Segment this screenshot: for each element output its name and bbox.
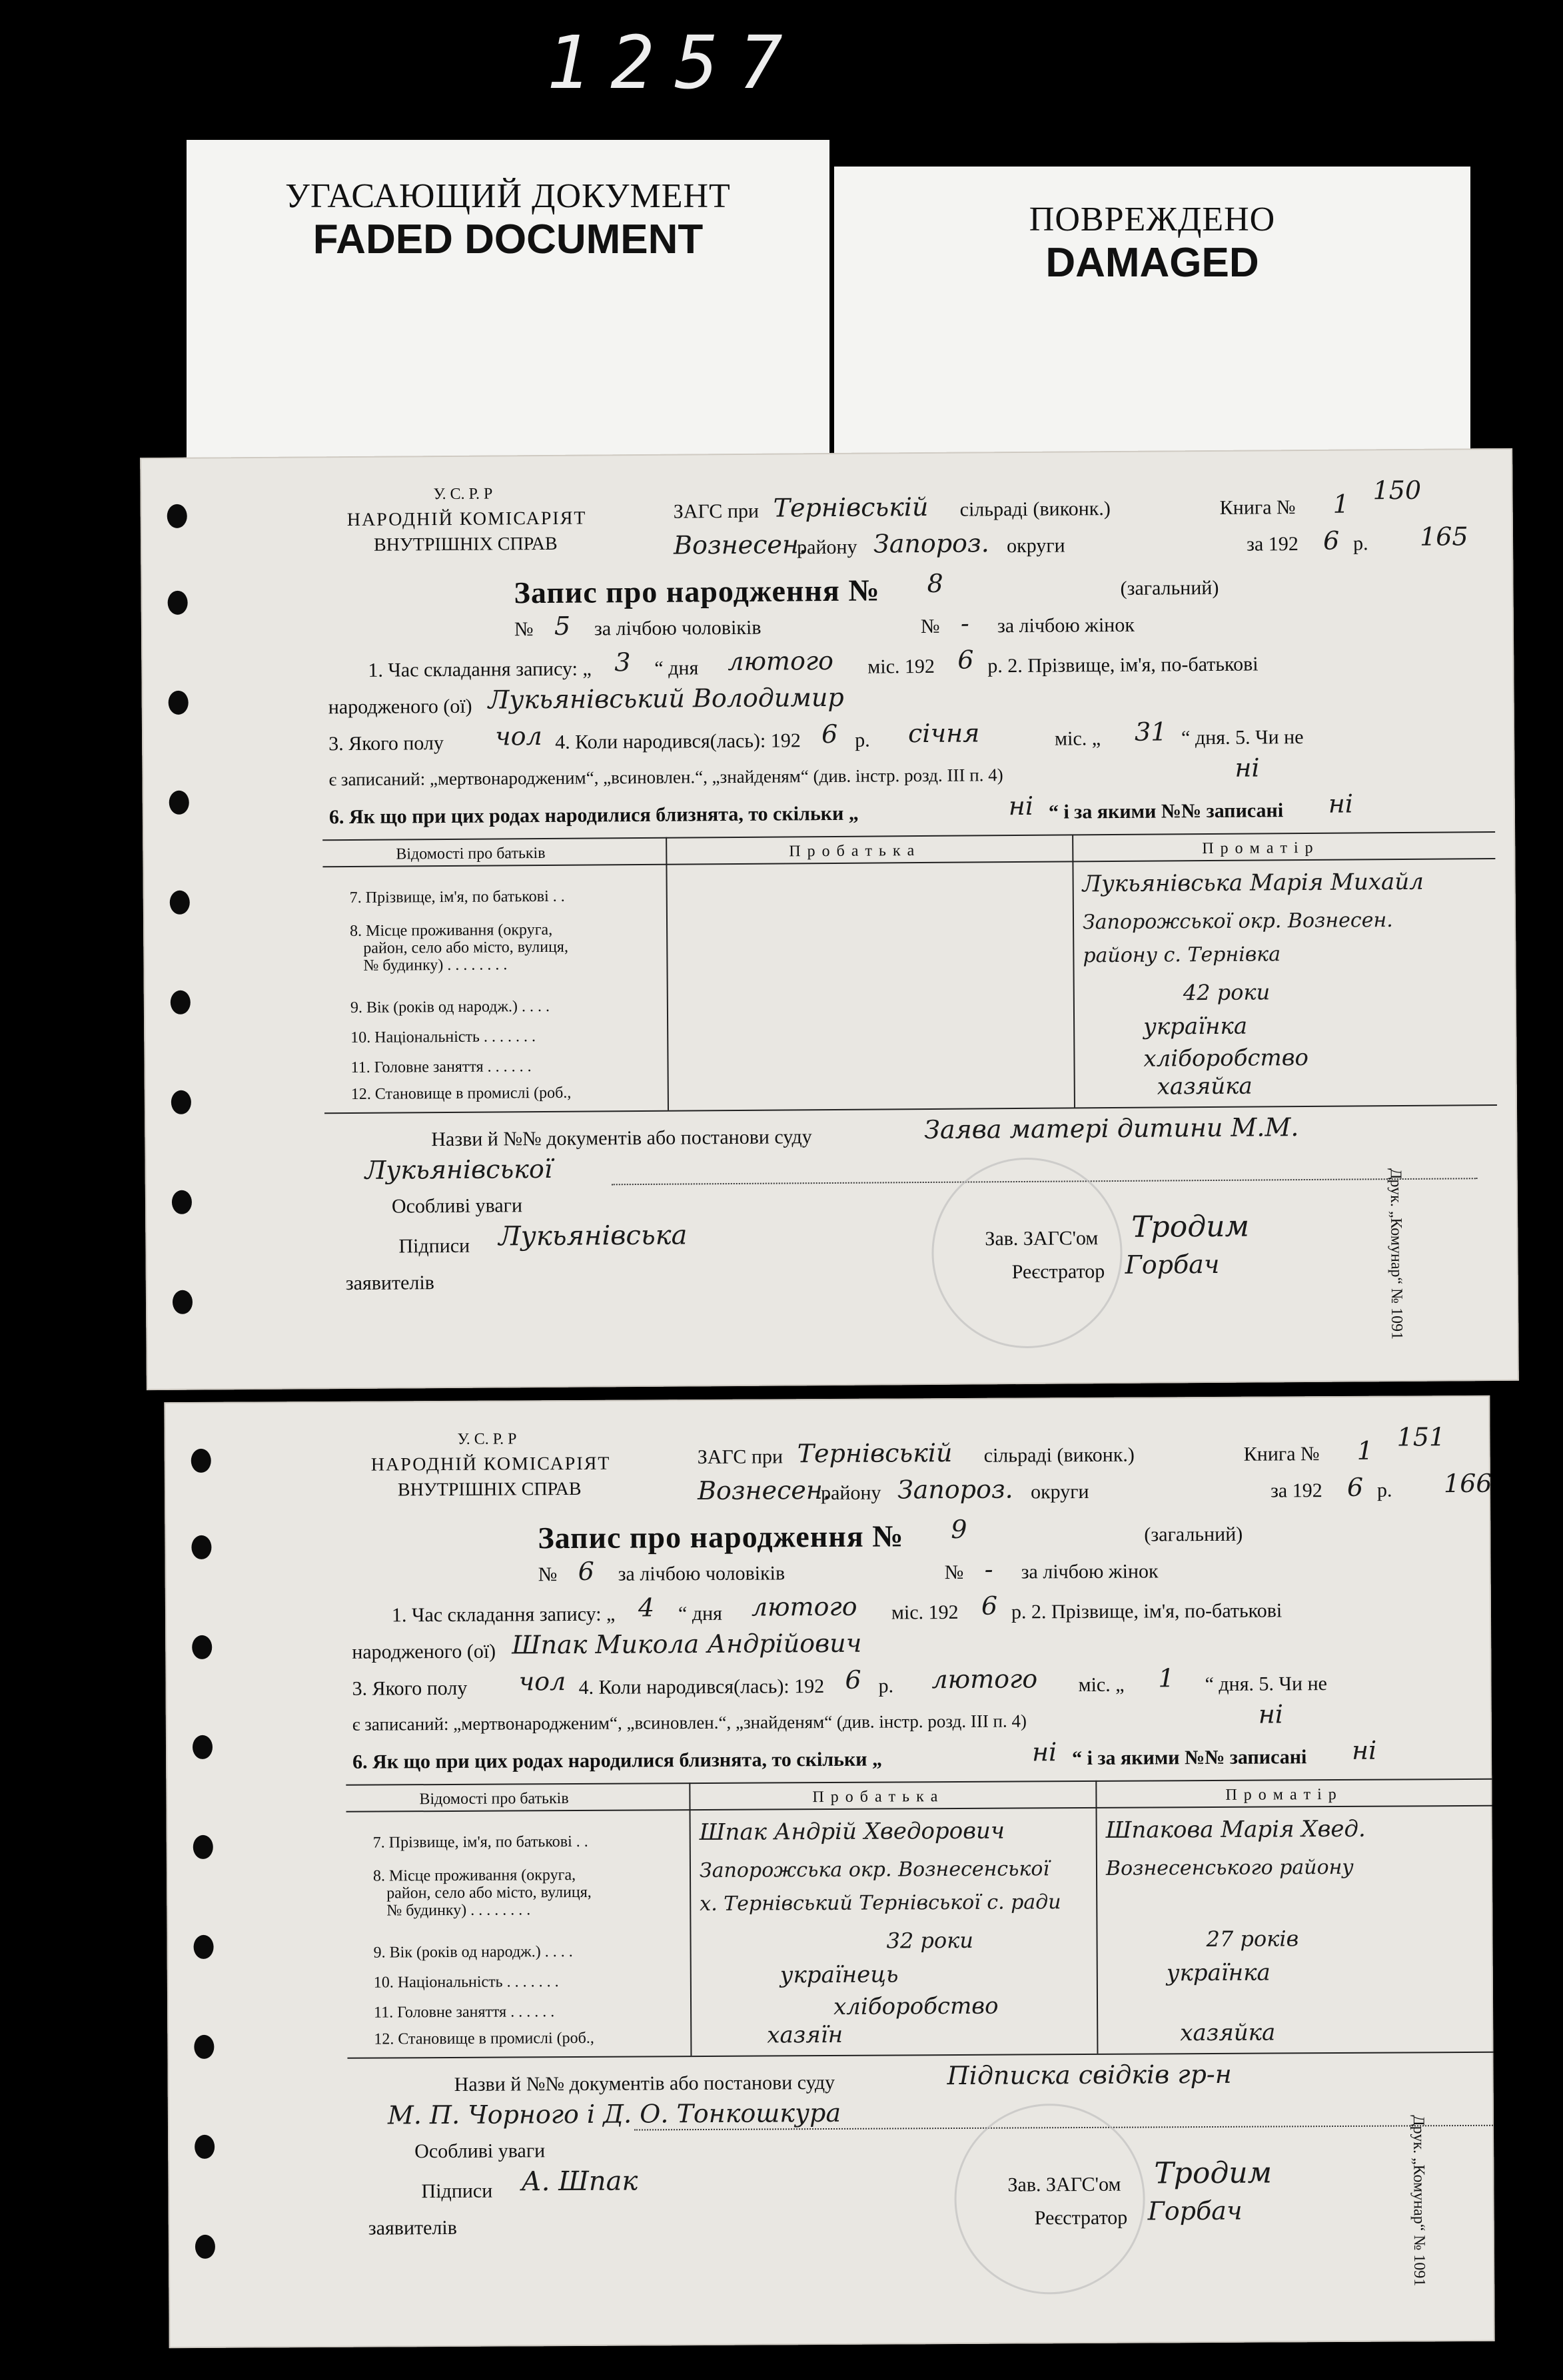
q5-label: є записаний: „мертвонародженим“, „всиновлен.“, „знайденям“ (див. інстр. розд. III п. 4) xyxy=(328,765,1003,790)
reg-day-value: 4 xyxy=(638,1593,655,1623)
punch-hole xyxy=(195,2235,215,2259)
book-label: Книга № xyxy=(1219,496,1296,519)
row-7-label: 7. Прізвище, ім'я, по батькові . . xyxy=(372,1832,588,1852)
table-col-divider xyxy=(689,1783,692,2056)
row-8-label-b: район, село або місто, вулиця, xyxy=(386,1883,592,1902)
twins-numbers-value: ні xyxy=(1351,1735,1377,1765)
mother-name-value: Шпакова Марія Хвед. xyxy=(1105,1815,1366,1844)
men-count-label: за лічбою чоловіків xyxy=(594,616,762,640)
women-count-value: - xyxy=(984,1554,993,1584)
q3-label: 3. Якого полу xyxy=(352,1677,468,1700)
punch-hole xyxy=(193,1835,213,1859)
row-8-label-a: 8. Місце проживання (округа, xyxy=(372,1866,576,1885)
birth-month-value: січня xyxy=(907,718,980,749)
registrar-signature: Горбач xyxy=(1125,1249,1220,1280)
sheet-number-value: 166 xyxy=(1443,1468,1492,1499)
men-count-value: 6 xyxy=(578,1556,594,1586)
q5-label: є записаний: „мертвонародженим“, „всиновлен.“, „знайденям“ (див. інстр. розд. III п. 4) xyxy=(352,1711,1027,1735)
record-number-value: 8 xyxy=(927,568,943,598)
men-count-value: 5 xyxy=(554,611,571,641)
punch-hole xyxy=(171,1090,191,1114)
table-top-rule xyxy=(346,1779,1494,1786)
table-col-divider xyxy=(1095,1781,1098,2054)
table-top-rule xyxy=(322,831,1495,841)
okrug-value: Запороз. xyxy=(897,1474,1013,1505)
punch-hole xyxy=(192,1635,212,1659)
women-count-label: за лічбою жінок xyxy=(1021,1560,1159,1583)
silrada-label: сільраді (виконк.) xyxy=(983,1443,1135,1467)
sex-value: чол xyxy=(518,1667,566,1697)
twins-count-value: ні xyxy=(1031,1737,1057,1767)
table-bottom-rule xyxy=(347,2052,1494,2059)
docs-value-1: Заява матері дитини М.М. xyxy=(924,1112,1299,1145)
col-father: П р о б а т ь к а xyxy=(812,1788,939,1806)
okrug-value: Запороз. xyxy=(873,528,989,559)
mother-residence-value-1: Запорожської окр. Вознесен. xyxy=(1082,909,1393,935)
birth-month-value: лютого xyxy=(931,1664,1038,1695)
q4-label: 4. Коли народився(лась): 192 xyxy=(555,729,801,753)
father-status-value: хазяїн xyxy=(767,2021,843,2049)
born-label: народженого (ої) xyxy=(352,1640,496,1663)
head-zags-signature: Тродим xyxy=(1131,1209,1250,1244)
col-mother: П р о м а т і р xyxy=(1202,839,1314,858)
punch-hole xyxy=(169,791,189,815)
q1-label: 1. Час складання запису: „ xyxy=(391,1603,616,1627)
official-stamp xyxy=(931,1157,1123,1349)
row-8-label-b: район, село або місто, вулиця, xyxy=(363,938,568,957)
q4-label: 4. Коли народився(лась): 192 xyxy=(578,1675,825,1699)
mother-age-value: 27 років xyxy=(1206,1926,1299,1952)
row-8-label-c: № будинку) . . . . . . . . xyxy=(363,956,508,975)
q1-month-label: міс. 192 xyxy=(867,655,935,678)
raion-label: району xyxy=(796,536,857,559)
row-10-label: 10. Національність . . . . . . . xyxy=(373,1973,559,1992)
stillborn-value: ні xyxy=(1235,753,1260,783)
year-label: за 192 xyxy=(1270,1479,1322,1502)
table-col-divider xyxy=(666,837,669,1110)
reg-year-value: 6 xyxy=(981,1591,998,1621)
punch-hole xyxy=(169,691,189,715)
docs-value-2: Лукьянівської xyxy=(364,1154,553,1185)
book-number-value: 1 xyxy=(1332,489,1350,519)
punch-hole xyxy=(168,591,188,615)
commissariat-line-1: НАРОДНІЙ КОМІСАРІЯТ xyxy=(370,1453,611,1475)
punch-hole xyxy=(167,504,187,528)
sex-value: чол xyxy=(494,721,542,751)
head-zags-label: Зав. ЗАГС'ом xyxy=(985,1227,1099,1250)
mother-status-value: хазяйка xyxy=(1180,2019,1276,2047)
row-7-label: 7. Прізвище, ім'я, по батькові . . xyxy=(349,887,565,907)
faded-document-label xyxy=(187,140,829,460)
punch-hole xyxy=(191,1535,211,1559)
ussr-header: У. С. Р. Р xyxy=(457,1430,517,1448)
birth-day-value: 31 xyxy=(1134,717,1167,747)
punch-hole xyxy=(191,1449,211,1473)
docs-value-2: М. П. Чорного і Д. О. Тонкошкура xyxy=(387,2098,841,2130)
q6-label: 6. Як що при цих родах народилися близнята, то скільки „ xyxy=(352,1748,883,1773)
punch-hole xyxy=(195,2135,215,2159)
book-label: Книга № xyxy=(1243,1443,1320,1465)
men-count-label: за лічбою чоловіків xyxy=(618,1562,785,1585)
men-num-sign: № xyxy=(514,618,534,641)
record-title: Запис про народження № xyxy=(538,1519,904,1555)
q1-day-label: “ дня xyxy=(678,1602,722,1625)
okrug-label: округи xyxy=(1030,1480,1089,1503)
village-council-value: Тернівській xyxy=(797,1438,953,1469)
general-label: (загальний) xyxy=(1120,576,1219,599)
father-residence-value-1: Запорожська окр. Вознесенської xyxy=(699,1857,1050,1883)
applicant-signature: А. Шпак xyxy=(521,2166,638,2197)
record-number-value: 9 xyxy=(951,1514,967,1545)
head-zags-label: Зав. ЗАГС'ом xyxy=(1007,2173,1121,2196)
col-mother: П р о м а т і р xyxy=(1225,1786,1338,1804)
q4-r-label: р. xyxy=(855,729,870,751)
punch-hole xyxy=(172,1190,192,1214)
mother-occupation-value: хліборобство xyxy=(1143,1044,1309,1072)
archive-number: 1257 xyxy=(546,20,803,105)
ussr-header: У. С. Р. Р xyxy=(433,485,493,504)
punch-hole xyxy=(173,1290,193,1314)
year-digit-value: 6 xyxy=(1322,526,1340,556)
q2-label: р. 2. Прізвище, ім'я, по-батькові xyxy=(987,653,1259,677)
damaged-label-ru: ПОВРЕЖДЕНО xyxy=(1029,200,1276,238)
docs-label: Назви й №№ документів або постанови суду xyxy=(431,1126,812,1151)
row-10-label: 10. Національність . . . . . . . xyxy=(350,1028,536,1047)
birth-record-card-2 xyxy=(164,1395,1494,2348)
punch-hole xyxy=(193,1935,213,1959)
page-number-value: 151 xyxy=(1396,1422,1446,1452)
registrar-signature: Горбач xyxy=(1147,2195,1243,2226)
year-label: за 192 xyxy=(1246,533,1299,556)
row-9-label: 9. Вік (років од народж.) . . . . xyxy=(373,1943,573,1962)
col-parents-info: Відомості про батьків xyxy=(396,844,546,863)
q4-day-label: “ дня. 5. Чи не xyxy=(1181,726,1304,749)
birth-day-value: 1 xyxy=(1158,1663,1175,1693)
raion-label: району xyxy=(820,1481,881,1505)
child-name-value: Лукьянівський Володимир xyxy=(488,682,844,715)
signatures-label-1: Підписи xyxy=(421,2180,493,2203)
silrada-label: сільраді (виконк.) xyxy=(959,498,1111,521)
registrar-label: Реєстратор xyxy=(1034,2206,1128,2229)
women-num-sign: № xyxy=(944,1561,964,1584)
special-notes-label: Особливі уваги xyxy=(414,2140,546,2163)
book-number-value: 1 xyxy=(1356,1435,1374,1465)
q4-month-label: міс. „ xyxy=(1055,727,1101,750)
mother-residence-value-1: Вознесенського району xyxy=(1105,1855,1354,1880)
damaged-label-en: DAMAGED xyxy=(1045,240,1259,286)
head-zags-signature: Тродим xyxy=(1154,2156,1273,2191)
page-number-value: 150 xyxy=(1372,475,1422,506)
okrug-label: округи xyxy=(1006,534,1065,558)
birth-record-card-1 xyxy=(140,448,1519,1390)
q3-label: 3. Якого полу xyxy=(328,732,444,755)
q6b-label: “ і за якими №№ записані xyxy=(1048,799,1284,823)
punch-hole xyxy=(193,1735,213,1759)
printer-imprint: Друк. „Комунар“ № 1091 xyxy=(1386,1168,1406,1340)
father-name-value: Шпак Андрій Хведорович xyxy=(699,1817,1005,1846)
faded-label-en: FADED DOCUMENT xyxy=(312,216,704,262)
record-title: Запис про народження № xyxy=(514,573,880,610)
signatures-label-2: заявителів xyxy=(368,2216,457,2239)
mother-age-value: 42 роки xyxy=(1183,979,1271,1006)
official-stamp xyxy=(954,2104,1145,2295)
women-num-sign: № xyxy=(920,615,940,638)
year-r-label: р. xyxy=(1376,1479,1392,1501)
mother-nationality-value: українка xyxy=(1166,1959,1271,1987)
reg-month-value: лютого xyxy=(751,1591,857,1622)
punch-hole xyxy=(170,891,190,915)
zags-label: ЗАГС при xyxy=(697,1445,783,1469)
born-label: народженого (ої) xyxy=(328,695,472,719)
year-r-label: р. xyxy=(1352,532,1368,555)
docs-label: Назви й №№ документів або постанови суду xyxy=(454,2071,835,2096)
col-father: П р о б а т ь к а xyxy=(789,842,916,861)
twins-numbers-value: ні xyxy=(1328,789,1354,819)
row-8-label-a: 8. Місце проживання (округа, xyxy=(350,921,553,941)
year-digit-value: 6 xyxy=(1346,1472,1364,1502)
row-11-label: 11. Головне заняття . . . . . . xyxy=(350,1058,532,1077)
mother-residence-value-2: району с. Тернівка xyxy=(1083,943,1281,968)
faded-label-ru: УГАСАЮЩИЙ ДОКУМЕНТ xyxy=(285,177,731,215)
row-11-label: 11. Головне заняття . . . . . . xyxy=(374,2003,555,2022)
commissariat-line-2: ВНУТРІШНІХ СПРАВ xyxy=(397,1478,582,1501)
sheet-number-value: 165 xyxy=(1419,522,1468,552)
father-nationality-value: українець xyxy=(780,1961,899,1989)
applicant-signature: Лукьянівська xyxy=(498,1220,688,1252)
reg-day-value: 3 xyxy=(614,647,631,677)
mother-nationality-value: українка xyxy=(1143,1012,1248,1040)
commissariat-line-2: ВНУТРІШНІХ СПРАВ xyxy=(373,533,558,556)
child-name-value: Шпак Микола Андрійович xyxy=(512,1628,862,1660)
row-12-label-a: 12. Становище в промислі (роб., xyxy=(350,1084,572,1104)
twins-count-value: ні xyxy=(1008,791,1034,821)
col-parents-info: Відомості про батьків xyxy=(419,1790,569,1808)
birth-year-value: 6 xyxy=(821,719,838,749)
stillborn-value: ні xyxy=(1258,1699,1284,1729)
row-9-label: 9. Вік (років од народж.) . . . . xyxy=(350,997,550,1017)
row-8-label-c: № будинку) . . . . . . . . xyxy=(386,1901,531,1920)
printer-imprint: Друк. „Комунар“ № 1091 xyxy=(1409,2115,1428,2287)
reg-month-value: лютого xyxy=(728,645,834,677)
father-residence-value-2: х. Тернівський Тернівської с. ради xyxy=(700,1890,1061,1916)
commissariat-line-1: НАРОДНІЙ КОМІСАРІЯТ xyxy=(346,508,587,531)
signatures-label-2: заявителів xyxy=(345,1272,435,1295)
q6-label: 6. Як що при цих родах народилися близнята, то скільки „ xyxy=(328,802,859,829)
women-count-value: - xyxy=(960,608,969,638)
q1-label: 1. Час складання запису: „ xyxy=(368,657,592,681)
q4-r-label: р. xyxy=(878,1675,894,1697)
general-label: (загальний) xyxy=(1144,1523,1243,1546)
q4-day-label: “ дня. 5. Чи не xyxy=(1205,1673,1327,1696)
father-age-value: 32 роки xyxy=(886,1927,974,1954)
punch-hole xyxy=(194,2035,214,2059)
district-value: Вознесен. xyxy=(697,1475,831,1506)
table-bottom-rule xyxy=(324,1104,1497,1114)
q2-label: р. 2. Прізвище, ім'я, по-батькові xyxy=(1011,1599,1283,1623)
district-value: Вознесен. xyxy=(673,530,807,560)
q6b-label: “ і за якими №№ записані xyxy=(1072,1746,1307,1770)
q1-day-label: “ дня xyxy=(654,657,699,679)
village-council-value: Тернівській xyxy=(773,492,929,523)
mother-status-value: хазяйка xyxy=(1157,1072,1253,1100)
q4-month-label: міс. „ xyxy=(1078,1673,1125,1697)
mother-name-value: Лукьянівська Марія Михайл xyxy=(1082,868,1424,898)
zags-label: ЗАГС при xyxy=(673,500,760,523)
reg-year-value: 6 xyxy=(957,645,974,675)
row-12-label-a: 12. Становище в промислі (роб., xyxy=(374,2029,594,2048)
women-count-label: за лічбою жінок xyxy=(997,613,1135,637)
birth-year-value: 6 xyxy=(845,1665,861,1695)
damaged-document-label xyxy=(834,167,1470,460)
table-col-divider xyxy=(1072,834,1075,1107)
q1-month-label: міс. 192 xyxy=(891,1601,959,1624)
men-num-sign: № xyxy=(538,1563,558,1586)
father-occupation-value: хліборобство xyxy=(833,1992,999,2020)
signatures-label-1: Підписи xyxy=(398,1234,470,1258)
docs-value-1: Підписка свідків гр-н xyxy=(947,2059,1232,2091)
registrar-label: Реєстратор xyxy=(1011,1260,1105,1284)
punch-hole xyxy=(171,991,191,1014)
special-notes-label: Особливі уваги xyxy=(391,1194,523,1218)
